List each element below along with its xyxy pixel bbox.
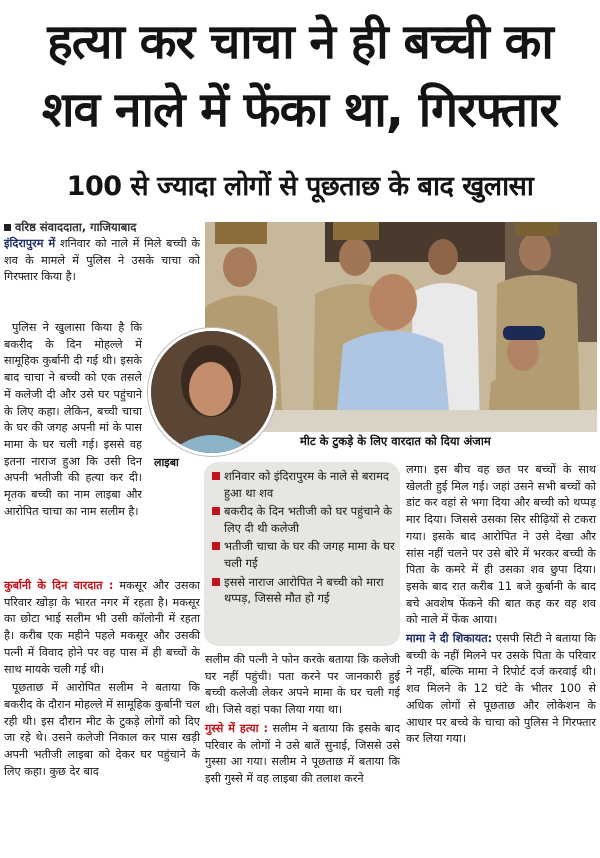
headline-line-1: हत्या कर चाचा ने ही बच्ची का: [47, 14, 553, 70]
highlights-list: [212, 468, 396, 609]
highlight-item: [212, 574, 396, 607]
byline: [4, 220, 136, 235]
inset-photo-label: लाइबा: [154, 456, 179, 469]
col3-text-2: एसपी सिटी ने बताया कि बच्ची के नहीं मिलने पर उसके पिता के परिवार ने नहीं, बल्कि मामा ने रिपोर्ट दर्ज करवाई थी। शव मिलने के 12 घंटे के भीतर 100 से अधिक लोगों से पूछताछ और लोकेशन के आधार पर बच्चे के चाचा को पुलिस ने गिरफ्तार कर लिया गया।: [406, 632, 596, 746]
highlight-text: बकरीद के दिन भतीजी को घर पहुंचाने के लिए दी थी कलेजी: [224, 504, 393, 535]
column-1-lower: [4, 578, 200, 782]
highlight-item: [212, 538, 396, 571]
photo-caption: मीट के टुकड़े के लिए वारदात को दिया अंजाम: [300, 434, 491, 448]
subheadline: 100 से ज्यादा लोगों से पूछताछ के बाद खुलासा: [66, 171, 534, 202]
red-square-bullet-icon: [212, 542, 220, 550]
highlight-text: इससे नाराज आरोपित ने बच्ची को मारा थप्पड़, जिससे मौत हो गई: [224, 574, 384, 606]
victim-inset-photo: [148, 328, 276, 456]
col1-lead: इंदिरापुरम में: [4, 237, 56, 250]
column-2: [205, 652, 400, 790]
highlight-item: [212, 468, 396, 501]
red-square-bullet-icon: [212, 578, 220, 586]
col1-para-4: पूछताछ में आरोपित सलीम ने बताया कि बकरीद के दौरान मोहल्ले में सामूहिक कुर्बानी चल रही थी। इस दौरान मीट के टुकड़े लोगों को दिए जा रहे थे। उसने कलेजी निकाल कर पास खड़ी अपनी भतीजी लाइबा को देकर घर पहुंचाने के लिए कहा। कुछ देर बाद: [4, 681, 200, 778]
column-1: [4, 236, 200, 288]
column-1-narrow: [4, 320, 142, 522]
col2-subhead: गुस्से में हत्या :: [205, 721, 268, 735]
col1-para-1: [4, 236, 200, 286]
col3-para-1: लगा। इस बीच वह छत पर बच्चों के साथ खेलती हुई मिल गई। जहां उसने सभी बच्चों को डांट कर वहां से भगा दिया और बच्ची को थप्पड़ मार दिया। जिससे उसका सिर सीढ़ियों से टकरा गया। इसके बाद आरोपित ने उसे देखा और सांस नहीं चलने पर उसे बोरे में भरकर बच्ची के पिता के कमरे में ही उसका शव छुपा दिया। इसके बाद रात करीब 11 बजे कुर्बानी के बाद बचे अवशेष फेंकने की बात कह कर वह शव को नाले में फेंक आया।: [406, 463, 596, 627]
byline-text: वरिष्ठ संवाददाता, गाजियाबाद: [15, 220, 137, 234]
red-square-bullet-icon: [212, 507, 220, 515]
byline-square-icon: [4, 224, 11, 231]
column-3: [406, 462, 596, 750]
col1-subhead: कुर्बानी के दिन वारदात :: [4, 579, 114, 592]
col3-para-2: [406, 631, 596, 748]
highlight-text: भतीजी चाचा के घर की जगह मामा के घर चली गई: [224, 539, 395, 570]
col1-text-1: शनिवार को नाले में मिले बच्ची के शव के मामले में पुलिस ने उसके चाचा को गिरफ्तार किया है।: [4, 237, 200, 284]
col3-subhead: मामा ने दी शिकायत:: [406, 632, 493, 646]
col2-para-1: सलीम की पत्नी ने फोन करके बताया कि कलेजी घर नहीं पहुंची। पता करने पर जानकारी हुई बच्ची कलेजी लेकर अपने मामा के घर चली गई थी। जिसे वहां पका लिया गया था।: [205, 653, 400, 717]
girl-portrait-illustration: [151, 331, 273, 453]
col2-para-2: [205, 721, 400, 788]
col1-text-3: मकसूर और उसका परिवार खोड़ा के भारत नगर में रहता है। मकसूर का छोटा भाई सलीम भी उसी कॉलोनी में रहता है। करीब एक महीने पहले मकसूर और उसकी पत्नी में विवाद होने पर वह पास में ही बच्चों के साथ मायके चली गई थी।: [4, 579, 200, 676]
col2-text-2: सलीम ने बताया कि इसके बाद परिवार के लोगों ने उसे बातें सुनाई, जिससे उसे गुस्सा आ गया। सलीम ने पूछताछ में बताया कि इसी गुस्से में वह लाइबा की तलाश करने: [205, 721, 401, 785]
headline-line-2: शव नाले में फेंका था, गिरफ्तार: [41, 82, 559, 138]
col1-para-3: [4, 578, 200, 678]
highlight-item: [212, 503, 396, 536]
red-square-bullet-icon: [212, 472, 220, 480]
highlight-text: शनिवार को इंदिरापुरम के नाले से बरामद हुआ था शव: [224, 469, 389, 500]
col1-para-2: पुलिस ने खुलासा किया है कि बकरीद के दिन मोहल्ले में सामूहिक कुर्बानी दी गई थी। इसके बाद चाचा ने बच्ची को एक तसले में कलेजी दी और उसे घर पहुंचाने के लिए कहा। लेकिन, बच्ची चाचा के घर की जगह अपनी मां के पास मामा के घर चली गई। इससे वह इतना नाराज हुआ कि उसी दिन अपनी भतीजी की हत्या कर दी। मृतक बच्ची का नाम लाइबा और आरोपित चाचा का नाम सलीम है।: [4, 321, 142, 518]
